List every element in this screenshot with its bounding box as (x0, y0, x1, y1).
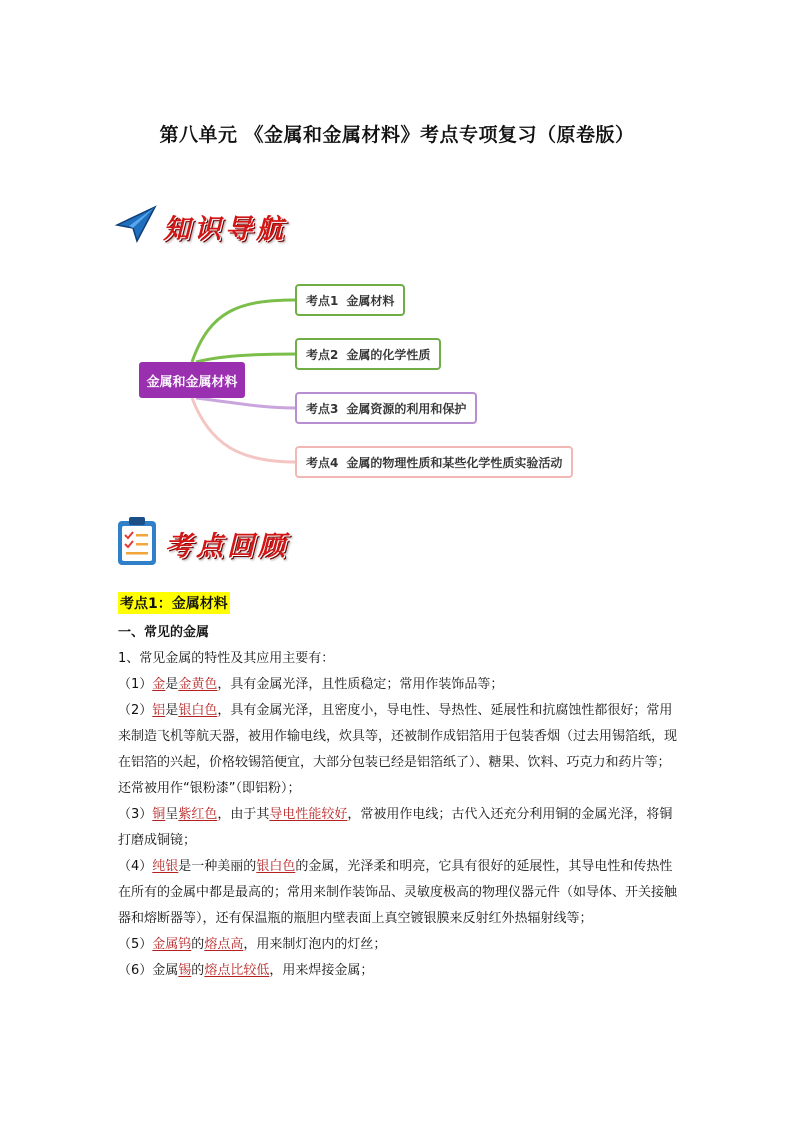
content-body (118, 592, 678, 984)
text-segment: 的 (191, 937, 205, 952)
highlight-term: 银白色 (178, 703, 218, 718)
paragraph-copper (118, 802, 678, 854)
mindmap-root: 金属和金属材料 (139, 362, 245, 398)
topic-1-label: 考点1：金属材料 (118, 592, 230, 614)
text-segment: ，具有金属光泽，且性质稳定；常用作装饰品等； (217, 677, 504, 692)
text-segment: （4） (118, 859, 153, 874)
mindmap-node-label: 金属资源的利用和保护 (346, 401, 467, 416)
mindmap-node-4 (295, 446, 573, 478)
mindmap-node-label: 金属材料 (346, 293, 395, 308)
text-segment: ，常被用作电线；古代入还充分利用铜的金属光泽，将铜打磨成铜镜； (118, 807, 673, 848)
highlight-term: 紫红色 (178, 807, 218, 822)
clipboard-checklist-icon (115, 515, 159, 571)
highlight-term: 熔点高 (204, 937, 244, 952)
highlight-term: 金黄色 (178, 677, 218, 692)
text-segment: 呈 (165, 807, 179, 822)
text-segment: 的金属，光泽柔和明亮，它具有很好的延展性，其导电性和传热性在所有的金属中都是最高的；常用来制作装饰品、灵敏度极高的物理仪器元件（如导体、开关接触器和熔断器等），还有保温瓶的瓶胆内壁表面上真空镀银膜来反射红外热辐射线等； (118, 859, 678, 926)
paper-plane-icon (115, 205, 157, 247)
mindmap-node-1 (295, 284, 405, 316)
knowledge-mindmap (0, 270, 794, 490)
intro-line: 1、常见金属的特性及其应用主要有： (118, 651, 335, 666)
highlight-term: 熔点比较低 (204, 963, 270, 978)
paragraph-gold (118, 672, 678, 698)
mindmap-node-num: 考点1 (306, 293, 339, 308)
text-segment: ，用来焊接金属； (269, 963, 374, 978)
text-segment: 是 (165, 677, 179, 692)
highlight-term: 锡 (178, 963, 192, 978)
review-banner (115, 515, 289, 571)
paragraph-silver (118, 854, 678, 932)
knowledge-nav-title: 知识导航 (163, 213, 287, 245)
text-segment: 的 (191, 963, 205, 978)
mindmap-node-num: 考点2 (306, 347, 339, 362)
mindmap-node-3 (295, 392, 477, 424)
text-segment: （2） (118, 703, 153, 718)
mindmap-node-label: 金属的化学性质 (346, 347, 431, 362)
page-title: 第八单元 《金属和金属材料》考点专项复习（原卷版） (159, 124, 635, 146)
text-segment: ，用来制灯泡内的灯丝； (243, 937, 387, 952)
mindmap-node-num: 考点4 (306, 455, 339, 470)
section-heading: 一、常见的金属 (118, 625, 210, 640)
highlight-term: 纯银 (152, 859, 179, 874)
paragraph-tin (118, 958, 678, 984)
text-segment: 是一种美丽的 (178, 859, 257, 874)
mindmap-node-num: 考点3 (306, 401, 339, 416)
highlight-term: 银白色 (256, 859, 296, 874)
highlight-term: 导电性能较好 (269, 807, 348, 822)
highlight-term: 金 (152, 677, 166, 692)
paragraph-tungsten (118, 932, 678, 958)
mindmap-node-label: 金属的物理性质和某些化学性质实验活动 (346, 455, 563, 470)
text-segment: （1） (118, 677, 153, 692)
review-title: 考点回顾 (165, 530, 289, 562)
text-segment: ，由于其 (217, 807, 270, 822)
text-segment: （5） (118, 937, 153, 952)
highlight-term: 金属钨 (152, 937, 192, 952)
text-segment: （3） (118, 807, 153, 822)
highlight-term: 铜 (152, 807, 166, 822)
paragraph-aluminum (118, 698, 678, 802)
highlight-term: 铝 (152, 703, 166, 718)
knowledge-nav-banner (115, 205, 287, 247)
text-segment: ，具有金属光泽，且密度小，导电性、导热性、延展性和抗腐蚀性都很好；常用来制造飞机等航天器，被用作输电线，炊具等，还被制作成铝箔用于包装香烟（过去用锡箔纸，现在铝箔的兴起，价格较锡箔便宜，大部分包装已经是铝箔纸了）、糖果、饮料、巧克力和药片等；还常被用作“银粉漆”（即铝粉）； (118, 703, 678, 796)
mindmap-node-2 (295, 338, 441, 370)
text-segment: （6）金属 (118, 963, 179, 978)
text-segment: 是 (165, 703, 179, 718)
